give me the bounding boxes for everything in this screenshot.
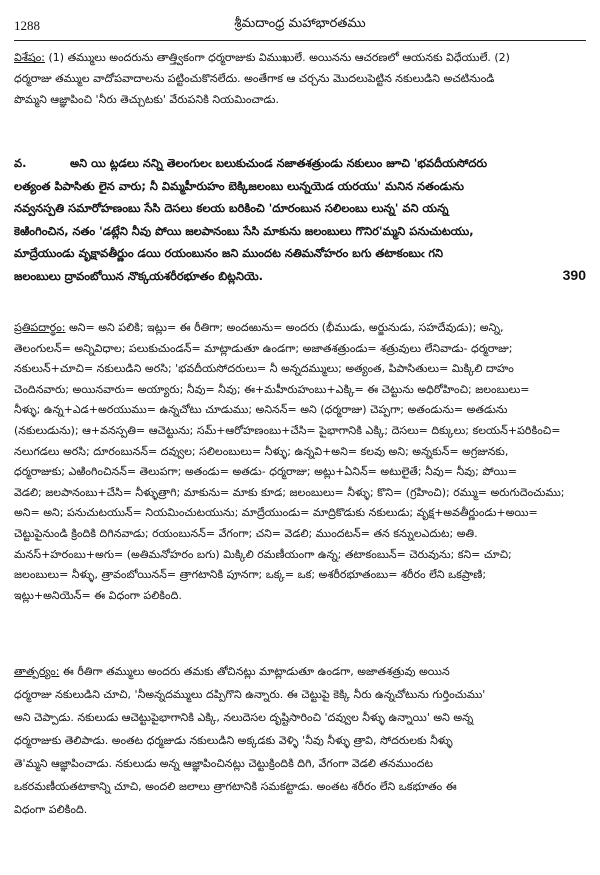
verse-line: నవ్వనస్పతి సమారోహణంబు సేసి దెసలు కలయ బరికించి 'దూరంబున సలిలంబు లున్న' వని యన్న [14,201,449,215]
pratipadartham-line: (నకులుడును); ఆ+వనస్పతి= ఆచెట్టును; సమ్+ఆరోహణంబు+చేసి= పైభాగానికి ఎక్కి; దెసలు= దిక్కులు; కలయన్+పరికించి= [14,423,561,437]
pratipadartham-line: నలుగడలు అరసి; దూరంబునన్= దవ్వుల; సలిలంబులు= నీళ్ళు; ఉన్నవి+అని= కలవు అని; అన్నకున్= అగ్రజునకు, [14,444,509,458]
pratipadartham-line: అని= అని; పనుచుటయున్= నియమించుటయును; మాద్రేయుండు= మాద్రికొడుకు నకులుడు; వృక్ష+అవతీర్ణుండు+అయి= [14,506,538,520]
pratipadartham-line: నీళ్ళు; ఉన్న+ఎడ+అరయుము= ఉన్నచోటు చూడుము; అనినన్= అని (ధర్మరాజు) చెప్పగా; అతండును= అతడును [14,403,508,417]
pratipadartham-line: వెడలి; జలపానంబు+చేసి= నీళ్ళుత్రాగి; మాకును= మాకు కూడ; జలంబులు= నీళ్ళు; కొని= (గ్రహించి); రమ్ము= అరుగుదెంచుము; [14,485,565,499]
pratipadartham-line: మనస్+హరంబు+అగు= (అతిమనోహరం బగు) మిక్కిలి రమణీయంగా ఉన్న; తటాకంబున్= చెరువును; కని= చూచి; [14,547,512,561]
pratipadartham-line: చెందినవారు; అయినవారు= అయ్యారు; నీవు= నీవు; ఈ+మహీరుహంబు+ఎక్కి= ఈ చెట్టును అధిరోహించి; జలంబులు= [14,382,530,396]
verse-number: 390 [562,267,586,283]
pratipadartham-line: జలంబులు= నీళ్ళు, త్రావంబోయినన్= త్రాగటానికి పూనగా; ఒక్క= ఒక; అశరీరభూతంబు= శరీరం లేని ఒకప్రాణి; [14,568,487,582]
tatparyam-line: తె'మ్మని ఆజ్ఞాపించాడు. నకులుడు అన్న ఆజ్ఞాపించినట్లు చెట్టుక్రిందికి దిగి, వేగంగా వెడలి తనముందట [14,757,433,770]
pratipadartham-line: చెట్టుపైనుండి క్రిందికి దిగినవాడు; రయంబునన్= వేగంగా; చని= వెడలి; ముందటన్= తన కన్నులఎదుట; అతి. [14,526,478,540]
vishesham-section [14,47,586,110]
vishesham-label: విశేషం: [14,51,45,64]
verse-section [14,152,586,292]
tatparyam-line: ధర్మరాజుకు తెలిపాడు. అంతట ధర్మజుడు నకులుడిని అక్కడకు వెళ్ళి 'నీవు నీళ్ళు త్రావి, సోదరులకు నీళ్ళు [14,734,453,747]
vishesham-line: ధర్మరాజు తమ్ముల వాదోపవాదాలను పట్టించుకొనలేదు. అంతేగాక ఆ చర్చను మొదలుపెట్టిన నకులుడిని అచటినుండి [14,72,495,85]
header-rule [14,40,586,41]
tatparyam-line: తాత్పర్యం: ఈ రీతిగా తమ్ములు అందరు తమకు తోచినట్లు మాట్లాడుతూ ఉండగా, అజాతశత్రువు అయిన [14,665,450,678]
vishesham-line: విశేషం: (1) తమ్ములు అందరును తాత్త్వికంగా ధర్మరాజుకు విముఖులే. అయినను ఆచరణలో ఆయనకు విధేయులే. (2) [14,51,510,64]
tatparyam-line: అని చెప్పాడు. నకులుడు ఆచెట్టుపైభాగానికి ఎక్కి, నలుదెసల దృష్టిసారించి 'దవ్వుల నీళ్ళు ఉన్నాయి' అని అన్న [14,711,474,724]
tatparyam-line: ధర్మరాజు నకులుడిని చూచి, 'నీఅన్నదమ్ములు దప్పిగొని ఉన్నారు. ఈ చెట్టుపై కెక్కి నీరు ఉన్నచోటును గుర్తించుము' [14,688,486,701]
tatparyam-line: ఒకరమణీయతటాకాన్ని చూచి, అందలి జలాలు త్రాగటానికి సమకట్టాడు. అంతట శరీరం లేని ఒకభూతం ఈ [14,780,457,793]
verse-line: లత్యంత పిపాసితు లైన వారు; నీ విమ్మహీరుహం బెక్కిజలంబు లున్నయెడ యరయు' మనిన నతండును [14,178,464,193]
verse-line: అని యి ట్లడలు నన్ని తెలంగులఁ బలుకుచుండ నజాతశత్రుండు నకులుం జూచి 'భవదీయసోదరు [70,156,488,170]
pratipadartham-line: నకులున్+చూచి= నకులుడిని అరసి; 'భవదీయసోదరులు= నీ అన్నదమ్ములు; అత్యంత, పిపాసితులు= మిక్కిలి దాహం [14,362,514,376]
page-number: 1288 [14,18,40,33]
verse-label: వ. [14,156,27,170]
pratipadartham-section [14,318,586,606]
page-header [0,14,600,38]
pratipadartham-line: తెలంగులన్= అన్నివిధాల; పలుకుచుండన్= మాట్లాడుతూ ఉండగా; అజాతశత్రుండు= శత్రువులు లేనివాడు- ధర్మరాజు; [14,341,513,355]
pratipadartham-line: ప్రతిపదార్థం: అని= అని పలికి; ఇట్లు= ఈ రీతిగా; అందఱును= అందరు (భీముడు, అర్జునుడు, సహదేవుడు); అన్ని, [14,321,504,334]
tatparyam-line: విధంగా పలికింది. [14,803,88,816]
verse-line: జలంబులు ద్రావంబోయిన నొక్కయశరీరభూతం బిట్లనియె. [14,268,263,283]
tatparyam-label: తాత్పర్యం: [14,665,60,678]
pratipadartham-label: ప్రతిపదార్థం: [14,321,66,334]
pratipadartham-line: ధర్మరాజుకు; ఎఱింగించినన్= తెలుపగా; అతండు= అతడు- ధర్మరాజు; అట్లు+ఏనిన్= అటులైతే; నీవు= నీవు; పోయి= [14,465,517,479]
pratipadartham-line: ఇట్లు+అనియెన్= ఈ విధంగా పలికింది. [14,588,182,602]
vishesham-line: పొమ్మని ఆజ్ఞాపించి 'నీరు తెచ్చుటకు' వేరుపనికి నియమించాడు. [14,93,279,106]
running-title: శ్రీమదాంధ్ర మహాభారతము [234,16,366,31]
tatparyam-section [14,660,586,821]
verse-line: కెఱింగించిన, నతం 'డట్లేని నీవు పోయి జలపానంబు సేసి మాకును జలంబులు గొనిర'మ్మని పనుచుటయు, [14,223,474,238]
verse-line: మాద్రేయుండు వృక్షావతీర్ణుం డయి రయంబునం జని ముందట నతిమనోహరం బగు తటాకంబుఁ గని [14,246,443,260]
